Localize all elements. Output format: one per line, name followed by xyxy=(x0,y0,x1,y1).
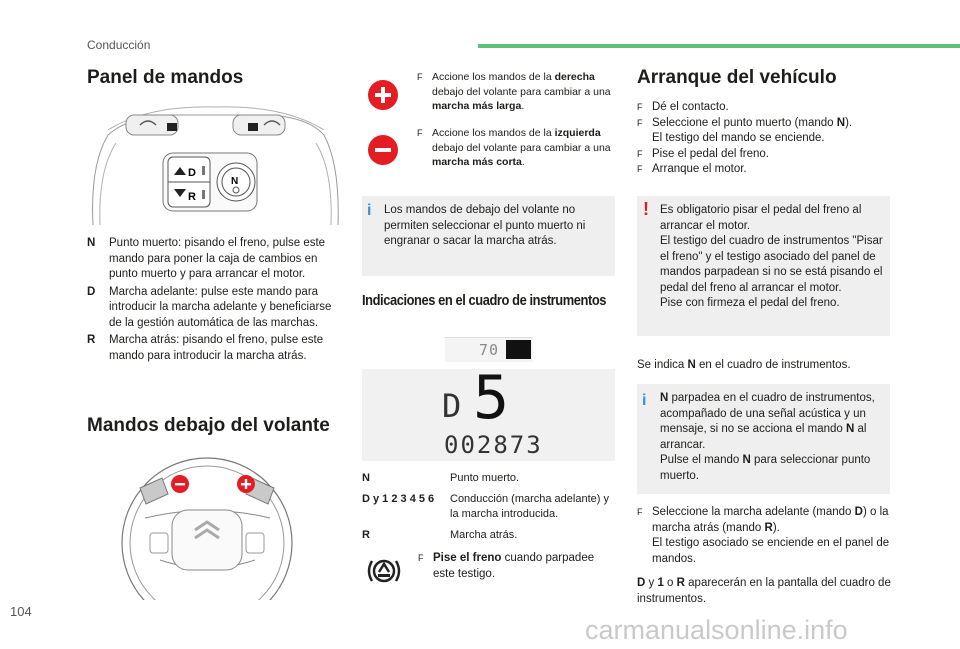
text: cuando parpadee este testigo. xyxy=(433,552,595,580)
wheel-controls-title: Mandos debajo del volante xyxy=(87,415,330,436)
text: Se indica xyxy=(637,359,688,371)
minus-icon xyxy=(368,135,398,170)
warning-text xyxy=(660,203,885,312)
steering-wheel-illustration xyxy=(110,448,305,600)
definition-key: R xyxy=(87,334,96,346)
bullet-icon: F xyxy=(417,72,423,82)
definition-text: Conducción (marcha adelante) y la marcha introducida. xyxy=(450,492,609,520)
page-number: 104 xyxy=(10,604,32,619)
info-box-neutral xyxy=(637,384,890,494)
plus-instruction xyxy=(417,70,617,114)
definition-key: N xyxy=(87,237,96,249)
text: parpadea en el cuadro de instrumentos, acompañado de una señal acústica y un mensaje, si no se acciona el mando xyxy=(660,392,875,435)
bullet-icon: F xyxy=(418,553,424,563)
definition-n xyxy=(87,236,340,283)
start-step xyxy=(637,100,897,116)
bullet-icon: F xyxy=(637,148,643,159)
text: Pise con firmeza el pedal del freno. xyxy=(660,297,840,309)
text: debajo del volante para cambiar a una xyxy=(432,141,611,154)
definition-key: D y 1 2 3 4 5 6 xyxy=(362,492,435,505)
info-icon: i xyxy=(367,202,372,219)
text: aparecerán en la pantalla del cuadro de instrumentos. xyxy=(637,577,891,605)
text-bold: D xyxy=(637,577,646,589)
panel-title: Panel de mandos xyxy=(87,67,244,88)
text: Seleccione el punto muerto (mando xyxy=(652,116,837,129)
bullet-icon: F xyxy=(637,507,643,517)
cluster-gear-letter: D xyxy=(442,387,462,425)
text-bold: marcha más corta xyxy=(432,156,522,168)
start-step xyxy=(637,147,897,163)
cluster-top-display xyxy=(445,337,533,362)
cluster-main-display xyxy=(362,363,615,461)
text: El testigo del cuadro de instrumentos "Pisar el freno" y el testigo asociado del panel de mandos parpadean si no se está pisando el pedal del freno al arrancar el motor. xyxy=(660,235,883,294)
text-bold: Pise el freno xyxy=(433,552,502,564)
neutral-shown-text xyxy=(637,358,892,374)
plus-icon xyxy=(368,80,398,115)
bullet-icon: F xyxy=(637,164,643,174)
definition-n xyxy=(362,471,617,487)
text-bold: D xyxy=(854,506,863,518)
text-bold: N xyxy=(687,359,696,371)
warning-box xyxy=(637,196,890,336)
console-d-label: D xyxy=(188,167,196,179)
definition-d xyxy=(87,285,340,332)
info-text: Los mandos de debajo del volante no permiten seleccionar el punto muerto ni engranar o sacar la marcha atrás. xyxy=(384,204,586,247)
cluster-definitions xyxy=(362,471,617,543)
text: ) o la marcha atrás (mando xyxy=(652,506,889,534)
definition-text: Punto muerto. xyxy=(450,472,520,484)
section-color-bar xyxy=(478,44,960,48)
definition-text: Marcha atrás. xyxy=(450,528,518,541)
cluster-indications-title: Indicaciones en el cuadro de instrumentos xyxy=(362,292,607,309)
text: Arranque el motor. xyxy=(652,163,747,175)
minus-instruction xyxy=(417,126,617,170)
info-icon: i xyxy=(642,392,647,409)
text: Pulse el mando xyxy=(660,454,743,466)
text: Accione los mandos de la xyxy=(432,71,555,83)
text-bold: N xyxy=(846,423,855,435)
section-label: Conducción xyxy=(87,38,151,52)
text-bold: R xyxy=(764,521,773,534)
text-bold: izquierda xyxy=(554,127,601,139)
brake-warning-icon xyxy=(366,555,402,592)
text: Es obligatorio pisar el pedal del freno al arrancar el motor. xyxy=(660,204,862,232)
watermark: carmanualsonline.info xyxy=(585,615,848,645)
definition-key: R xyxy=(362,528,370,541)
console-r-label: R xyxy=(188,191,196,203)
console-n-label: N xyxy=(231,176,239,187)
text: Pise el pedal del freno. xyxy=(652,147,769,160)
bullet-icon: F xyxy=(637,117,643,128)
text: en el cuadro de instrumentos. xyxy=(695,359,851,371)
definition-r xyxy=(87,333,340,364)
cluster-top-block xyxy=(506,340,531,359)
text: Dé el contacto. xyxy=(652,101,729,113)
start-vehicle-title: Arranque del vehículo xyxy=(637,67,837,88)
text-bold: derecha xyxy=(554,71,595,83)
definition-text: Marcha atrás: pisando el freno, pulse este mando para introducir la marcha atrás. xyxy=(109,334,324,362)
text-bold: R xyxy=(676,577,685,589)
definition-key: D xyxy=(87,285,96,298)
cluster-top-value: 70 xyxy=(479,341,500,359)
text: para seleccionar punto muerto. xyxy=(660,454,871,482)
text: Accione los mandos de la xyxy=(432,127,555,139)
start-step xyxy=(637,116,897,132)
info-box-paddles xyxy=(362,196,615,276)
cluster-odometer: 002873 xyxy=(444,431,543,459)
text: o xyxy=(663,577,677,589)
brake-instruction xyxy=(418,551,618,582)
definition-text: Marcha adelante: pulse este mando para introducir la marcha adelante y beneficiarse de la gestión automática de las marchas. xyxy=(109,285,332,329)
warning-icon: ! xyxy=(643,199,649,219)
text-bold: 1 xyxy=(657,577,664,589)
definition-text: Punto muerto: pisando el freno, pulse este mando para poner la caja de cambios en punto muerto y para arrancar el motor. xyxy=(109,237,326,280)
gear-console-illustration xyxy=(88,105,343,230)
text: y xyxy=(645,577,658,589)
text: ). xyxy=(772,521,780,534)
final-note xyxy=(637,576,897,607)
info-text xyxy=(660,391,886,484)
text: al arrancar. xyxy=(660,423,867,451)
panel-definitions xyxy=(87,236,340,364)
text: El testigo del mando se enciende. xyxy=(652,132,825,144)
text: El testigo asociado se enciende en el panel de mandos. xyxy=(652,537,890,565)
text: Seleccione la marcha adelante (mando xyxy=(652,506,855,518)
bullet-icon: F xyxy=(637,102,643,112)
start-step-note xyxy=(637,131,897,147)
definition-d xyxy=(362,492,617,523)
cluster-gear-digit: 5 xyxy=(473,363,510,433)
start-step xyxy=(637,162,897,178)
start-steps xyxy=(637,100,897,178)
text-bold: marcha más larga xyxy=(432,100,522,112)
text-bold: N xyxy=(660,392,669,404)
forward-instruction xyxy=(637,505,897,567)
definition-r xyxy=(362,528,617,544)
text-bold: N xyxy=(836,116,846,129)
text: debajo del volante para cambiar a una xyxy=(432,85,611,98)
text: . xyxy=(521,100,525,112)
bullet-icon: F xyxy=(417,128,423,138)
text-bold: N xyxy=(742,454,751,466)
text: ). xyxy=(845,116,853,129)
text: . xyxy=(521,156,525,168)
definition-key: N xyxy=(362,472,370,484)
